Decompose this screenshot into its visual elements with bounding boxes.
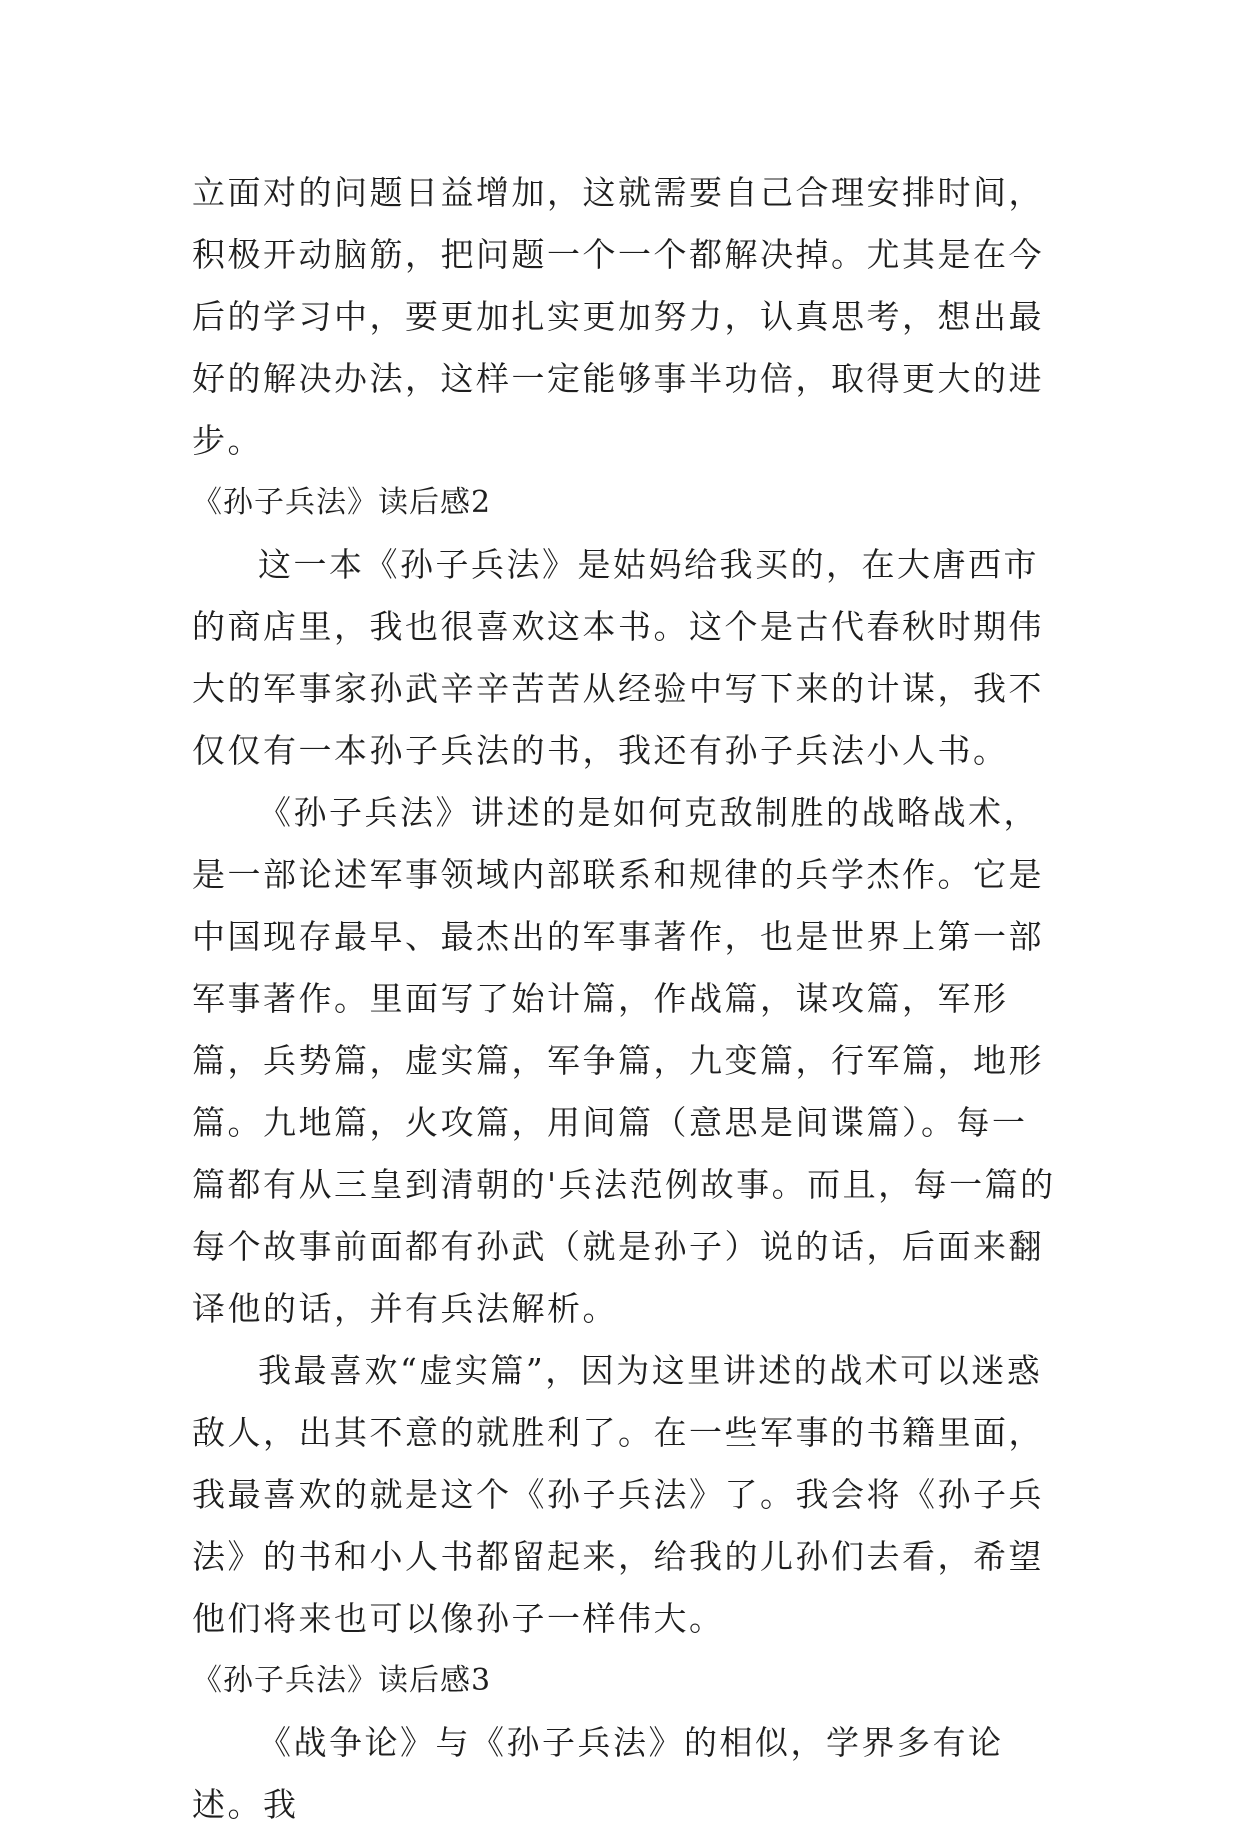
paragraph-war-comparison: 《战争论》与《孙子兵法》的相似，学界多有论述。我: [192, 1723, 1004, 1824]
paragraph-book-gift: 这一本《孙子兵法》是姑妈给我买的，在大唐西市的商店里，我也很喜欢这本书。这个是古代春秋时期伟大的军事家孙武辛辛苦苦从经验中写下来的计谋，我不仅仅有一本孙子兵法的书，我还有孙子兵法小人书。: [192, 545, 1044, 770]
paragraph-favorite-chapter: 我最喜欢“虚实篇”，因为这里讲述的战术可以迷惑敌人，出其不意的就胜利了。在一些军事的书籍里面，我最喜欢的就是这个《孙子兵法》了。我会将《孙子兵法》的书和小人书都留起来，给我的儿孙们去看，希望他们将来也可以像孙子一样伟大。: [192, 1351, 1044, 1638]
paragraph-book-content: 《孙子兵法》讲述的是如何克敌制胜的战略战术，是一部论述军事领域内部联系和规律的兵学杰作。它是中国现存最早、最杰出的军事著作，也是世界上第一部军事著作。里面写了始计篇，作战篇，谋攻篇，军形篇，兵势篇，虚实篇，军争篇，九变篇，行军篇，地形篇。九地篇，火攻篇，用间篇（意思是间谍篇）。每一篇都有从三皇到清朝的'兵法范例故事。而且，每一篇的每个故事前面都有孙武（就是孙子）说的话，后面来翻译他的话，并有兵法解析。: [192, 793, 1056, 1328]
document-body: [192, 162, 1060, 1836]
section-heading-2: 《孙子兵法》读后感2: [192, 485, 492, 520]
paragraph-continuation: 立面对的问题日益增加，这就需要自己合理安排时间，积极开动脑筋，把问题一个一个都解决掉。尤其是在今后的学习中，要更加扎实更加努力，认真思考，想出最好的解决办法，这样一定能够事半功倍，取得更大的进步。: [192, 173, 1044, 460]
section-heading-3: 《孙子兵法》读后感3: [192, 1663, 492, 1698]
